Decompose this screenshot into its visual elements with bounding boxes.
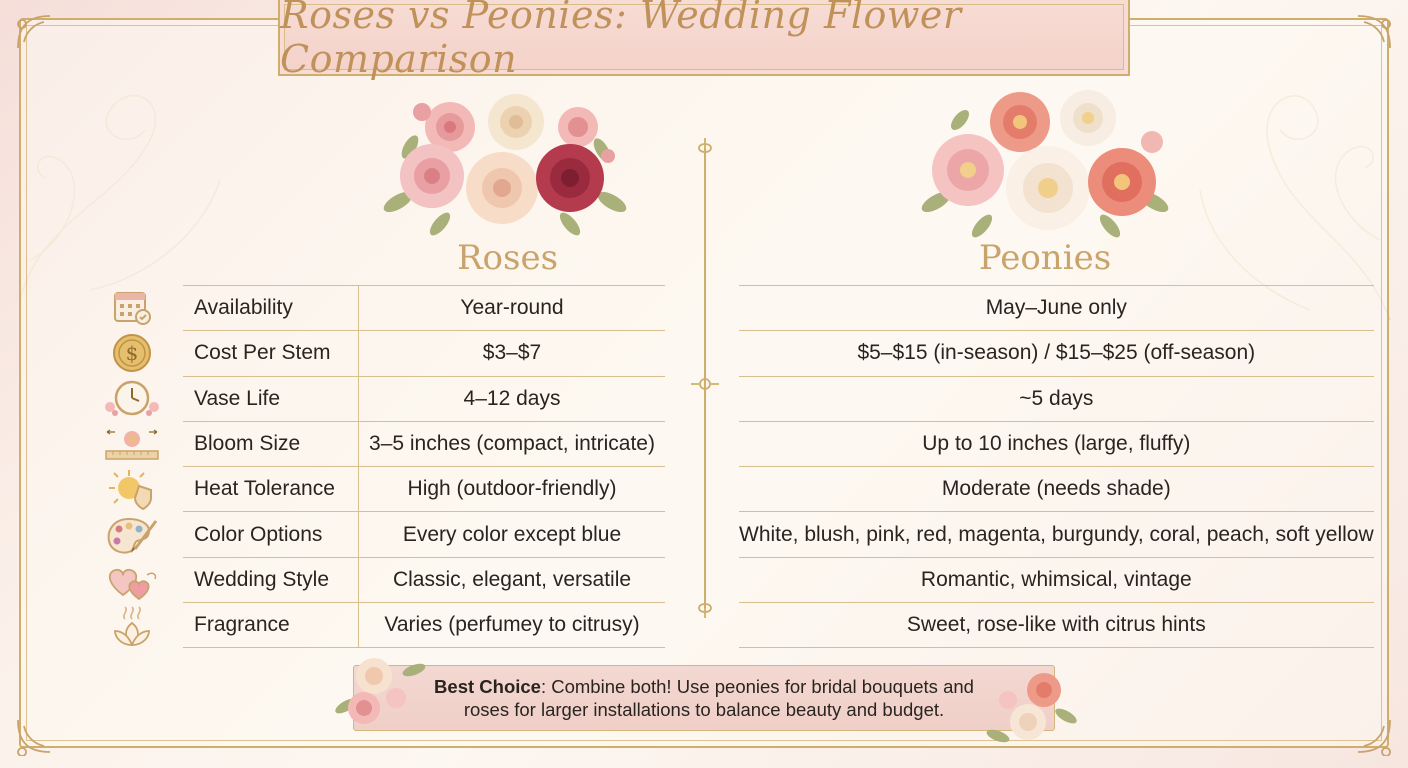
calendar-icon [100,284,164,330]
row-icons-column [100,284,164,650]
table-row [739,603,1374,648]
recommendation-line-2: roses for larger installations to balance beauty and budget. [463,699,945,720]
row-label: Wedding Style [183,557,359,602]
svg-text:$: $ [125,340,139,365]
table-row [739,512,1374,557]
recommendation-line-1: : Combine both! Use peonies for bridal bouquets and [540,676,974,697]
peonies-value: $5–$15 (in-season) / $15–$25 (off-season) [739,331,1374,376]
row-label: Heat Tolerance [183,467,359,512]
peonies-value: Up to 10 inches (large, fluffy) [739,421,1374,466]
peonies-value: Romantic, whimsical, vintage [739,557,1374,602]
roses-column-heading: Roses [456,238,559,278]
corner-ornament-bottom-left [14,716,54,756]
divider-flourish-bottom [693,590,717,620]
peonies-value: Moderate (needs shade) [739,467,1374,512]
recommendation-banner [353,665,1055,731]
row-label: Fragrance [183,603,359,648]
peonies-value: White, blush, pink, red, magenta, burgundy, coral, peach, soft yellow [739,512,1374,557]
table-row [183,467,665,512]
banner-flowers-left [334,650,434,736]
table-row [183,421,665,466]
table-row [183,331,665,376]
table-row [739,376,1374,421]
row-label: Color Options [183,512,359,557]
ruler-flower-icon [100,421,164,467]
roses-value: Year-round [359,286,666,331]
table-row [183,557,665,602]
clock-icon [100,376,164,422]
peonies-column-heading: Peonies [978,238,1112,278]
corner-ornament-top-right [1354,12,1394,52]
recommendation-heading: Best Choice [434,676,541,697]
roses-value: Classic, elegant, versatile [359,557,666,602]
table-row [183,376,665,421]
table-row [739,421,1374,466]
table-row [183,286,665,331]
peonies-value: ~5 days [739,376,1374,421]
recommendation-text [434,675,974,721]
row-label: Vase Life [183,376,359,421]
table-row [739,286,1374,331]
table-row [183,603,665,648]
sun-shield-icon [100,467,164,513]
table-row [739,557,1374,602]
palette-icon [100,513,164,559]
coin-icon [100,330,164,376]
roses-comparison-table [183,285,665,648]
banner-flowers-right [978,656,1078,752]
title-banner [278,0,1130,81]
roses-value: $3–$7 [359,331,666,376]
peonies-comparison-table [739,285,1374,648]
page-title: Roses vs Peonies: Wedding Flower Comparison [280,0,962,81]
divider-flourish-top [693,136,717,166]
hearts-icon [100,559,164,605]
row-label: Cost Per Stem [183,331,359,376]
roses-value: 3–5 inches (compact, intricate) [359,421,666,466]
peonies-value: Sweet, rose-like with citrus hints [739,603,1374,648]
row-label: Availability [183,286,359,331]
table-row [739,467,1374,512]
table-row [183,512,665,557]
roses-bouquet-illustration [380,92,630,238]
roses-value: 4–12 days [359,376,666,421]
table-row [739,331,1374,376]
peonies-value: May–June only [739,286,1374,331]
roses-value: Every color except blue [359,512,666,557]
roses-value: Varies (perfumey to citrusy) [359,603,666,648]
divider-flourish-middle [689,366,721,402]
roses-value: High (outdoor-friendly) [359,467,666,512]
corner-ornament-top-left [14,12,54,52]
row-label: Bloom Size [183,421,359,466]
lotus-scent-icon [100,605,164,651]
peonies-bouquet-illustration [920,90,1170,238]
corner-ornament-bottom-right [1354,716,1394,756]
